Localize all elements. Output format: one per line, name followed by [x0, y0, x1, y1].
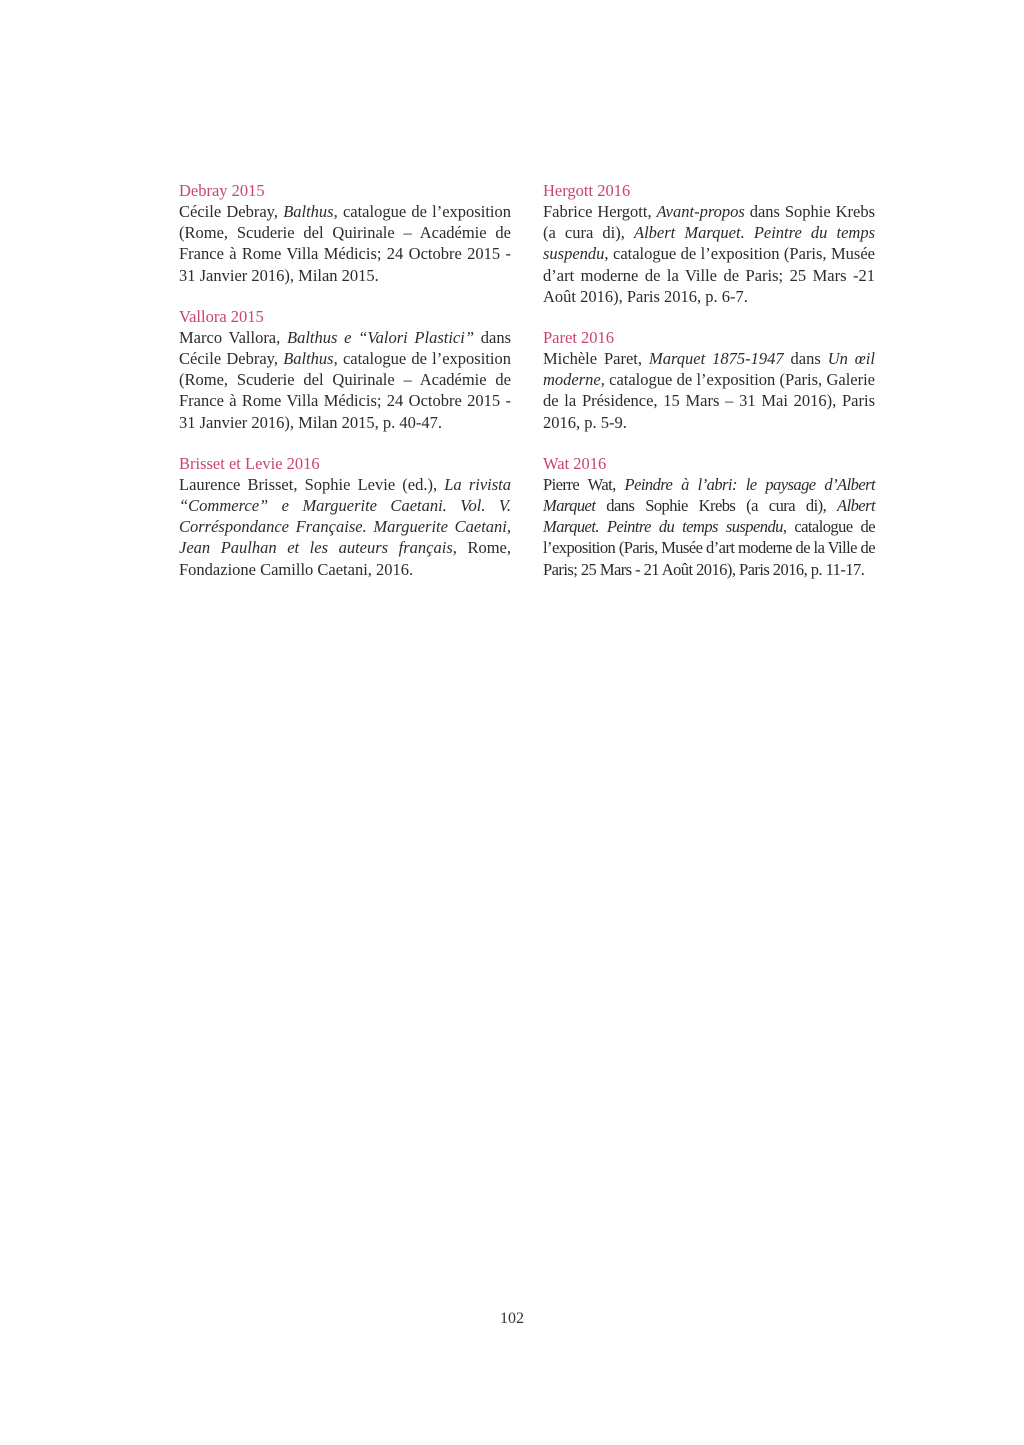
page-number: 102	[500, 1310, 524, 1327]
entry-body: Cécile Debray, Balthus, catalogue de l’exposition (Rome, Scuderie del Quirinale – Académie de France à Rome Villa Médicis; 24 Octobre 2015 - 31 Janvier 2016), Milan 2015.	[179, 202, 511, 285]
bibliography-entry	[179, 306, 511, 433]
entry-title: Vallora 2015	[179, 306, 264, 326]
entry-title: Paret 2016	[543, 328, 615, 348]
entry-body: Marco Vallora, Balthus e “Valori Plastici” dans Cécile Debray, Balthus, catalogue de l’exposition (Rome, Scuderie del Quirinale – Académie de France à Rome Villa Médicis; 24 Octobre 2015 - 31 Janvier 2016), Milan 2015, p. 40-47.	[179, 327, 511, 432]
entry-body: Laurence Brisset, Sophie Levie (ed.), La rivista “Commerce” e Marguerite Caetani. Vol. V. Corréspondance Française. Marguerite Caetani, Jean Paulhan et les auteurs français, Rome, Fondazione Camillo Caetani, 2016.	[179, 474, 511, 579]
entry-body: Fabrice Hergott, Avant-propos dans Sophie Krebs (a cura di), Albert Marquet. Peintre du temps suspendu, catalogue de l’exposition (Paris, Musée d’art moderne de la Ville de Paris; 25 Mars -21 Août 2016), Paris 2016, p. 6-7.	[543, 202, 875, 306]
entry-title: Wat 2016	[543, 453, 607, 473]
entry-title: Hergott 2016	[543, 181, 631, 200]
bibliography-entry	[543, 327, 875, 433]
entry-body: Pierre Wat, Peindre à l’abri: le paysage d’Albert Marquet dans Sophie Krebs (a cura di), Albert Marquet. Peintre du temps suspendu, catalogue de l’exposition (Paris, Musée d’art moderne de la Ville de Paris; 25 Mars - 21 Août 2016), Paris 2016, p. 11-17.	[543, 474, 875, 579]
entry-body: Michèle Paret, Marquet 1875-1947 dans Un œil moderne, catalogue de l’exposition (Paris, Galerie de la Présidence, 15 Mars – 31 Mai 2016), Paris 2016, p. 5-9.	[543, 349, 875, 432]
entry-title: Brisset et Levie 2016	[179, 453, 320, 473]
bibliography-right-column	[543, 180, 875, 600]
bibliography-entry	[179, 453, 511, 580]
bibliography-entry	[543, 453, 875, 580]
bibliography-left-column	[179, 180, 511, 600]
entry-title: Debray 2015	[179, 181, 265, 200]
bibliography-entry	[179, 180, 511, 286]
bibliography-entry	[543, 180, 875, 307]
